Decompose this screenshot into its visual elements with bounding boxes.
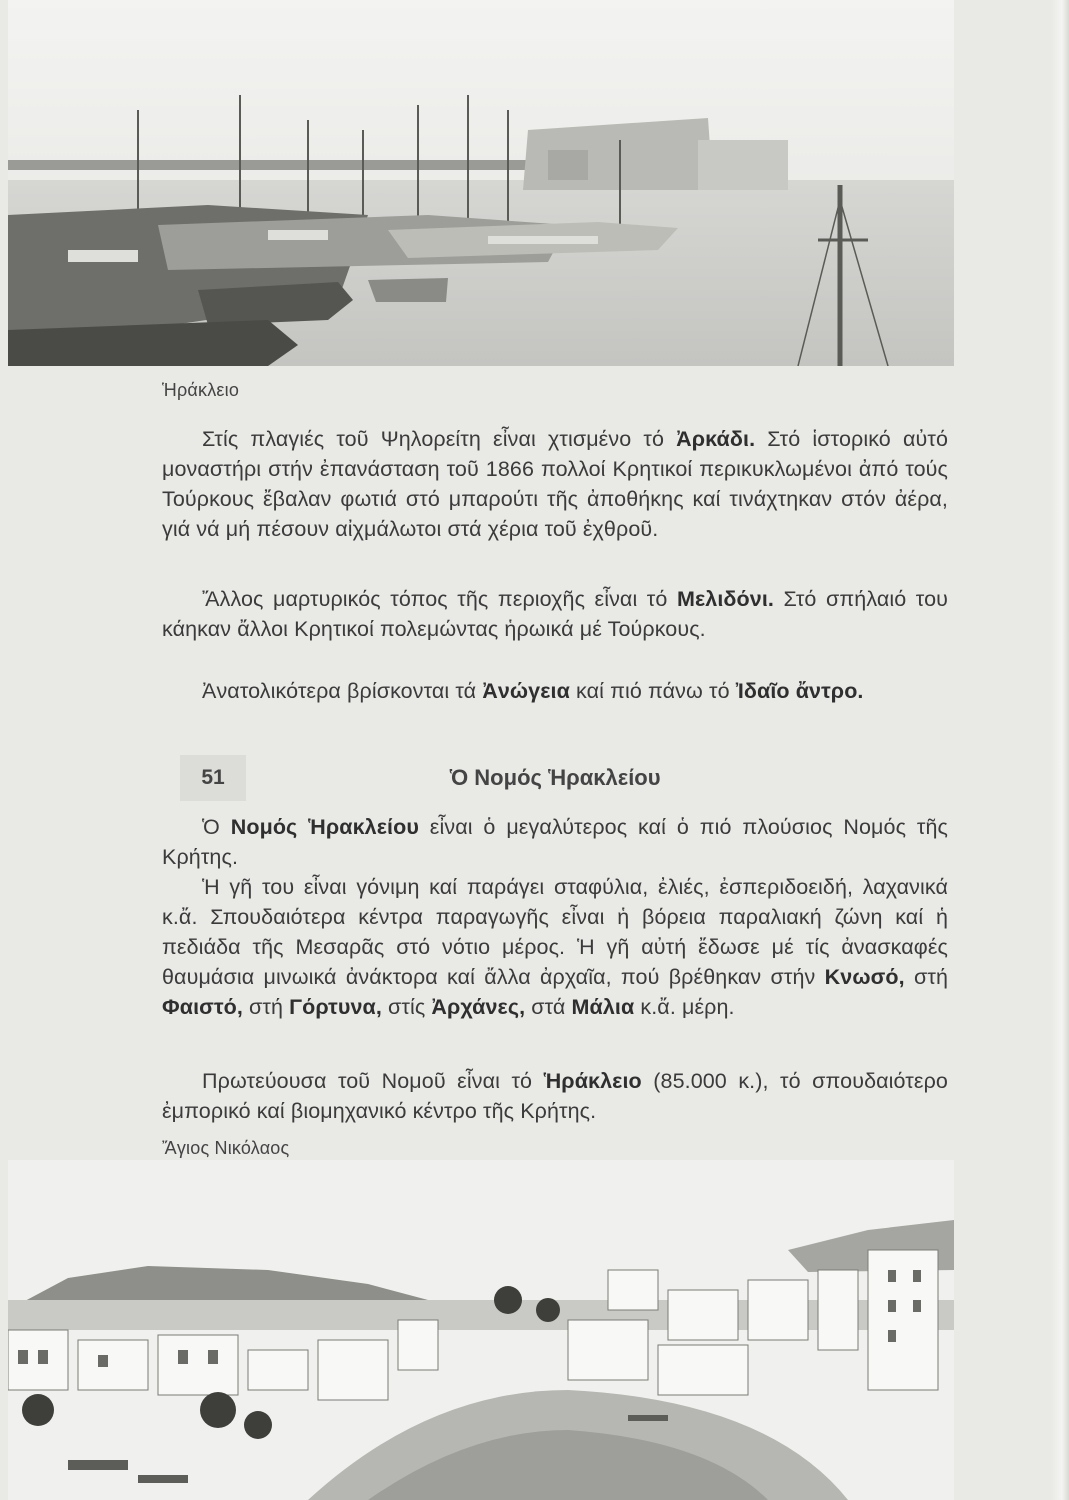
agios-nikolaos-photo	[8, 1160, 954, 1500]
text: εἶναι ὁ μεγαλύτερος καί ὁ πιό πλούσιος Νομός τῆς Κρήτης.	[162, 815, 948, 869]
text: Στίς πλαγιές τοῦ Ψηλορείτη εἶναι χτισμένο τό	[202, 427, 677, 451]
caption-agios-nikolaos: Ἄγιος Νικόλαος	[162, 1138, 290, 1158]
text: καί πιό πάνω τό	[569, 679, 736, 703]
text: Ἀνατολικότερα βρίσκονται τά	[202, 679, 483, 703]
text: στίς	[381, 995, 432, 1019]
place-knosos: Κνωσό,	[824, 965, 905, 989]
paragraph-land	[162, 872, 948, 1022]
paragraph-melidoni	[162, 584, 948, 644]
paragraph-anogeia	[162, 676, 948, 706]
place-arkadi: Ἀρκάδι.	[676, 427, 756, 451]
text: στή	[904, 965, 949, 989]
place-melidoni: Μελιδόνι.	[676, 587, 774, 611]
page-edge	[1051, 0, 1069, 1500]
text: Πρωτεύουσα τοῦ Νομοῦ εἶναι τό	[202, 1069, 544, 1093]
text: Ἄλλος μαρτυρικός τόπος τῆς περιοχῆς εἶναι τό	[202, 587, 677, 611]
text: Ἡ γῆ του εἶναι γόνιμη καί παράγει σταφύλια, ἐλιές, ἐσπεριδοειδή, λαχανικά κ.ἄ. Σπουδαιότερα κέντρα παραγωγῆς εἶναι ἡ βόρεια παραλιακή ζώνη καί ἡ πεδιάδα τῆς Μεσαρᾶς στό νότιο μέρος. Ἡ γῆ αὐτή ἔδωσε μέ τίς ἀνασκαφές θαυμάσια μινωικά ἀνάκτορα καί ἄλλα ἀρχαῖα, πού βρέθηκαν στήν	[162, 875, 948, 989]
paragraph-capital	[162, 1066, 948, 1126]
place-malia: Μάλια	[571, 995, 635, 1019]
paragraph-nomos	[162, 812, 948, 872]
paragraph-arkadi	[162, 424, 948, 544]
text: Ὁ	[202, 815, 231, 839]
place-idaio-antro: Ἰδαῖο ἄντρο.	[735, 679, 864, 703]
caption-heraklion: Ἡράκλειο	[162, 380, 240, 400]
text: Στό σπήλαιό του κάηκαν ἄλλοι Κρητικοί πολεμώντας ἡρωικά μέ Τούρκους.	[162, 587, 948, 641]
place-anogeia: Ἀνώγεια	[482, 679, 570, 703]
text: (85.000 κ.), τό σπουδαιότερο ἐμπορικό καί βιομηχανικό κέντρο τῆς Κρήτης.	[162, 1069, 948, 1123]
place-gortyna: Γόρτυνα,	[289, 995, 382, 1019]
place-faistos: Φαιστό,	[162, 995, 243, 1019]
text: στή	[242, 995, 290, 1019]
section-number: 51	[180, 755, 246, 801]
harbour-photo	[8, 0, 954, 366]
text: στά	[525, 995, 572, 1019]
text: Στό ἱστορικό αὐτό μοναστήρι στήν ἐπανάσταση τοῦ 1866 πολλοί Κρητικοί περικυκλωμένοι ἀπό τούς Τούρκους ἔβαλαν φωτιά στό μπαρούτι τῆς ἀποθήκης καί τινάχτηκαν στόν ἀέρα, γιά νά μή πέσουν αἰχμάλωτοι στά χέρια τοῦ ἐχθροῦ.	[162, 427, 948, 541]
place-archanes: Ἀρχάνες,	[431, 995, 526, 1019]
section-title: Ὁ Νομός Ἡρακλείου	[450, 765, 661, 790]
term-nomos-irakleiou: Νομός Ἡρακλείου	[230, 815, 419, 839]
place-irakleio: Ἡράκλειο	[543, 1069, 642, 1093]
text: κ.ἄ. μέρη.	[634, 995, 735, 1019]
